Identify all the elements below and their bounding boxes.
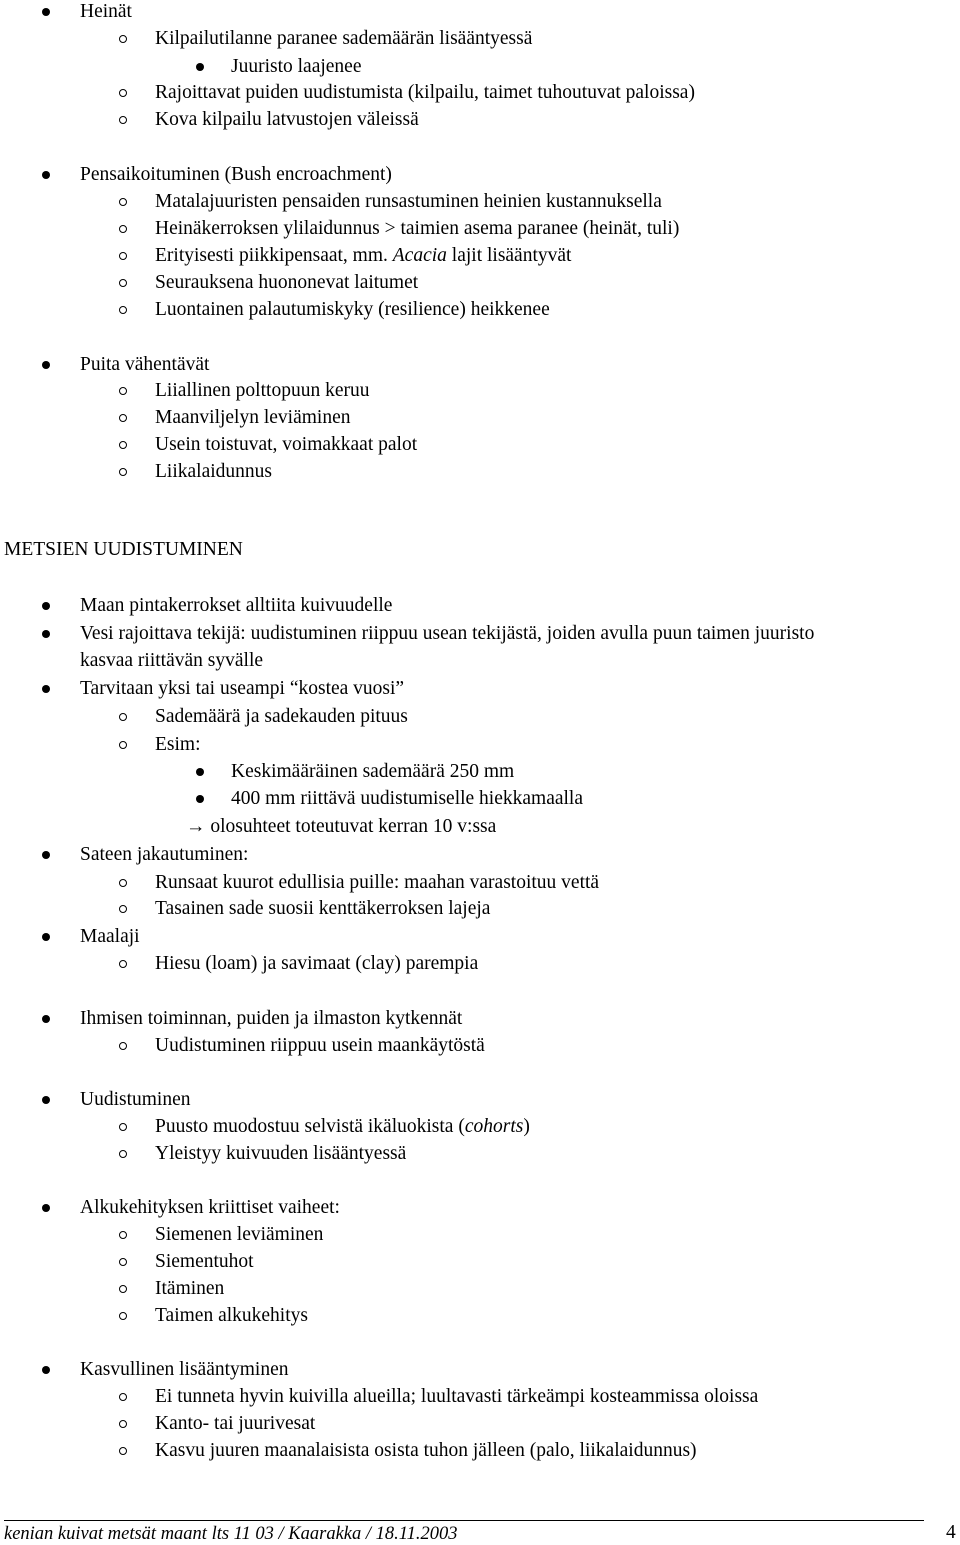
bullet-icon bbox=[42, 602, 50, 610]
list-item: Sademäärä ja sadekauden pituus bbox=[155, 706, 408, 727]
bullet-icon bbox=[42, 8, 50, 16]
list-item bbox=[155, 1115, 530, 1139]
circle-bullet-icon bbox=[119, 441, 127, 449]
list-item: Alkukehityksen kriittiset vaiheet: bbox=[80, 1197, 340, 1218]
circle-bullet-icon bbox=[119, 35, 127, 43]
list-item: Rajoittavat puiden uudistumista (kilpailu, taimet tuhoutuvat paloissa) bbox=[155, 82, 695, 103]
circle-bullet-icon bbox=[119, 1393, 127, 1401]
list-item: Kasvullinen lisääntyminen bbox=[80, 1359, 289, 1380]
list-item-arrow: → olosuhteet toteutuvat kerran 10 v:ssa bbox=[186, 816, 497, 837]
circle-bullet-icon bbox=[119, 306, 127, 314]
footer-divider bbox=[4, 1520, 924, 1521]
circle-bullet-icon bbox=[119, 905, 127, 913]
bullet-icon bbox=[42, 1096, 50, 1104]
list-item: Matalajuuristen pensaiden runsastuminen heinien kustannuksella bbox=[155, 191, 662, 212]
circle-bullet-icon bbox=[119, 1312, 127, 1320]
list-item: Maalaji bbox=[80, 926, 140, 947]
bullet-icon bbox=[42, 1366, 50, 1374]
circle-bullet-icon bbox=[119, 1123, 127, 1131]
list-item: Itäminen bbox=[155, 1278, 225, 1299]
circle-bullet-icon bbox=[119, 741, 127, 749]
list-item: Heinäkerroksen ylilaidunnus > taimien asema paranee (heinät, tuli) bbox=[155, 218, 680, 239]
footer-text: kenian kuivat metsät maant lts 11 03 / Kaarakka / 18.11.2003 bbox=[4, 1524, 458, 1544]
list-item: Kova kilpailu latvustojen väleissä bbox=[155, 109, 419, 130]
section-title-heinat: Heinät bbox=[80, 1, 132, 22]
list-item: Usein toistuvat, voimakkaat palot bbox=[155, 434, 418, 455]
list-item: Yleistyy kuivuuden lisääntyessä bbox=[155, 1143, 407, 1164]
bullet-icon bbox=[42, 171, 50, 179]
bullet-icon bbox=[42, 630, 50, 638]
circle-bullet-icon bbox=[119, 252, 127, 260]
circle-bullet-icon bbox=[119, 279, 127, 287]
text-span: Erityisesti piikkipensaat, mm. bbox=[155, 245, 388, 266]
text-span: lajit lisääntyvät bbox=[451, 245, 572, 266]
circle-bullet-icon bbox=[119, 1285, 127, 1293]
list-item: Tasainen sade suosii kenttäkerroksen lajeja bbox=[155, 898, 491, 919]
circle-bullet-icon bbox=[119, 387, 127, 395]
list-item: Siementuhot bbox=[155, 1251, 254, 1272]
bullet-icon bbox=[42, 1204, 50, 1212]
page-number: 4 bbox=[946, 1522, 956, 1543]
circle-bullet-icon bbox=[119, 414, 127, 422]
italic-term: Acacia bbox=[392, 245, 447, 266]
list-item bbox=[155, 244, 571, 268]
list-item: Hiesu (loam) ja savimaat (clay) parempia bbox=[155, 953, 479, 974]
list-item: 400 mm riittävä uudistumiselle hiekkamaalla bbox=[231, 788, 583, 809]
list-item: Seurauksena huononevat laitumet bbox=[155, 272, 419, 293]
circle-bullet-icon bbox=[119, 1258, 127, 1266]
list-item: Tarvitaan yksi tai useampi “kostea vuosi” bbox=[80, 678, 405, 699]
section-title-pensaikoituminen: Pensaikoituminen (Bush encroachment) bbox=[80, 164, 392, 185]
italic-term: cohorts bbox=[464, 1116, 524, 1137]
bullet-icon bbox=[42, 361, 50, 369]
list-item: Kasvu juuren maanalaisista osista tuhon jälleen (palo, liikalaidunnus) bbox=[155, 1440, 697, 1461]
list-item: Runsaat kuurot edullisia puille: maahan varastoituu vettä bbox=[155, 872, 600, 893]
list-item: Maanviljelyn leviäminen bbox=[155, 407, 351, 428]
list-item-continuation: kasvaa riittävän syvälle bbox=[80, 650, 264, 671]
circle-bullet-icon bbox=[119, 198, 127, 206]
text-span: ) bbox=[523, 1116, 530, 1137]
section-heading: METSIEN UUDISTUMINEN bbox=[4, 539, 243, 560]
bullet-icon bbox=[42, 851, 50, 859]
list-item: Sateen jakautuminen: bbox=[80, 844, 249, 865]
list-item: Kilpailutilanne paranee sademäärän lisääntyessä bbox=[155, 28, 533, 49]
bullet-icon bbox=[42, 685, 50, 693]
circle-bullet-icon bbox=[119, 225, 127, 233]
list-item: Ihmisen toiminnan, puiden ja ilmaston kytkennät bbox=[80, 1008, 463, 1029]
list-item: Vesi rajoittava tekijä: uudistuminen riippuu usean tekijästä, joiden avulla puun taimen juuristo bbox=[80, 623, 815, 644]
list-item: Juuristo laajenee bbox=[231, 56, 362, 77]
bullet-icon bbox=[42, 933, 50, 941]
circle-bullet-icon bbox=[119, 116, 127, 124]
list-item: Luontainen palautumiskyky (resilience) heikkenee bbox=[155, 299, 550, 320]
circle-bullet-icon bbox=[119, 713, 127, 721]
circle-bullet-icon bbox=[119, 1420, 127, 1428]
text-span: Puusto muodostuu selvistä ikäluokista ( bbox=[155, 1116, 465, 1137]
circle-bullet-icon bbox=[119, 879, 127, 887]
bullet-icon bbox=[196, 63, 204, 71]
circle-bullet-icon bbox=[119, 1231, 127, 1239]
circle-bullet-icon bbox=[119, 468, 127, 476]
circle-bullet-icon bbox=[119, 1042, 127, 1050]
list-item: Liiallinen polttopuun keruu bbox=[155, 380, 370, 401]
list-item: Uudistuminen riippuu usein maankäytöstä bbox=[155, 1035, 485, 1056]
circle-bullet-icon bbox=[119, 1150, 127, 1158]
circle-bullet-icon bbox=[119, 1447, 127, 1455]
list-item: Uudistuminen bbox=[80, 1089, 191, 1110]
list-item: Kanto- tai juurivesat bbox=[155, 1413, 316, 1434]
bullet-icon bbox=[196, 795, 204, 803]
list-item: Maan pintakerrokset alltiita kuivuudelle bbox=[80, 595, 393, 616]
bullet-icon bbox=[196, 768, 204, 776]
list-item: Taimen alkukehitys bbox=[155, 1305, 308, 1326]
bullet-icon bbox=[42, 1015, 50, 1023]
list-item: Ei tunneta hyvin kuivilla alueilla; luultavasti tärkeämpi kosteammissa oloissa bbox=[155, 1386, 759, 1407]
section-title-puita: Puita vähentävät bbox=[80, 354, 210, 375]
list-item: Keskimääräinen sademäärä 250 mm bbox=[231, 761, 515, 782]
list-item: Liikalaidunnus bbox=[155, 461, 272, 482]
circle-bullet-icon bbox=[119, 960, 127, 968]
circle-bullet-icon bbox=[119, 89, 127, 97]
list-item: Esim: bbox=[155, 734, 201, 755]
list-item: Siemenen leviäminen bbox=[155, 1224, 324, 1245]
